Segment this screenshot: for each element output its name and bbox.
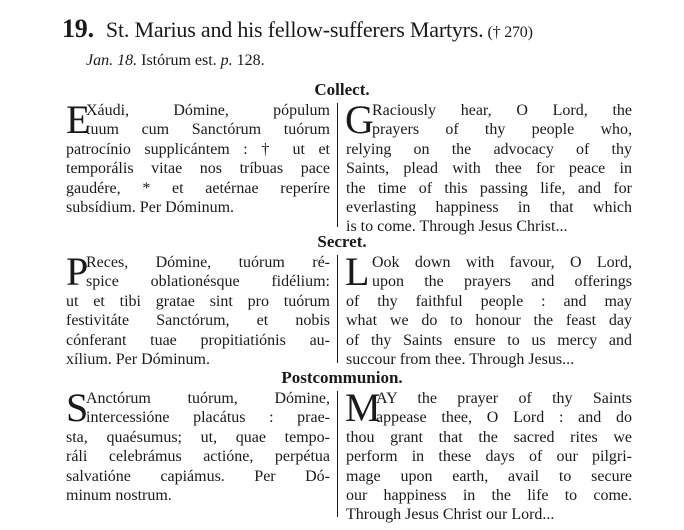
reference-date: Jan. 18. xyxy=(86,52,138,69)
text-line: patrocínio supplicántem : † ut et xyxy=(66,140,330,158)
text-line: cónferant tuae propitiatiónis au- xyxy=(66,331,330,349)
text-line: Through Jesus Christ our Lord... xyxy=(346,506,555,524)
mass-reference xyxy=(86,52,265,70)
text-line: salvatióne capiámus. Per Dó- xyxy=(66,467,330,485)
reference-page-label: p. xyxy=(220,52,233,69)
text-line: Anctórum tuórum, Dómine, xyxy=(86,390,330,407)
section-title-collect: Collect. xyxy=(314,80,370,99)
text-line: appease thee, O Lord : and do xyxy=(376,409,632,427)
text-line: upon the prayers and offerings xyxy=(372,273,632,291)
text-line: gaudére, * et aetérnae reperíre xyxy=(66,179,330,197)
text-line: temporális vitae nos tríbuas pace xyxy=(66,160,330,178)
column-divider xyxy=(337,103,338,227)
section-title-postcommunion: Postcommunion. xyxy=(281,368,403,387)
text-line: Reces, Dómine, tuórum ré- xyxy=(86,254,330,271)
text-line: thou grant that the sacred rites we xyxy=(346,428,632,446)
text-line: relying on the advocacy of thy xyxy=(346,140,632,158)
feast-number: 19. xyxy=(62,14,94,43)
drop-initial: L xyxy=(345,249,370,294)
text-line: AY the prayer of thy Saints xyxy=(376,390,632,407)
feast-title: St. Marius and his fellow-sufferers Martyrs. xyxy=(105,17,484,42)
text-line: sta, quaésumus; ut, quae tempo- xyxy=(66,428,330,446)
column-divider xyxy=(337,391,338,517)
text-line: is to come. Through Jesus Christ... xyxy=(346,218,568,236)
text-line: festivitáte Sanctórum, et nobis xyxy=(66,312,330,330)
feast-date: († 270) xyxy=(487,24,533,41)
text-line: tuum cum Sanctórum tuórum xyxy=(86,121,330,139)
text-line: ut et tibi gratae sint pro tuórum xyxy=(66,292,330,310)
text-line: spice oblationésque fidélium: xyxy=(86,273,330,291)
text-line: ráli celebrámus actióne, perpétua xyxy=(66,448,330,466)
text-line: mage upon earth, avail to secure xyxy=(346,467,632,485)
reference-text: Istórum est. xyxy=(141,52,217,69)
text-line: subsídium. Per Dóminum. xyxy=(66,198,235,216)
text-line: Raciously hear, O Lord, the xyxy=(372,102,632,119)
text-line: Saints, plead with thee for peace in xyxy=(346,160,632,178)
text-line: intercessióne placátus : prae- xyxy=(86,409,330,427)
text-line: Xáudi, Dómine, pópulum xyxy=(86,102,330,119)
reference-page-number: 128. xyxy=(236,52,265,69)
text-line: everlasting happiness in that which xyxy=(346,198,632,216)
text-line: what we do to honour the feast day xyxy=(346,312,632,330)
text-line: of thy Saints ensure to us mercy and xyxy=(346,331,632,349)
feast-heading xyxy=(62,14,533,44)
text-line: xílium. Per Dóminum. xyxy=(66,350,210,368)
text-line: succour from thee. Through Jesus... xyxy=(346,350,575,368)
text-line: Ook down with favour, O Lord, xyxy=(372,254,632,271)
drop-initial: P xyxy=(66,249,89,294)
drop-initial: S xyxy=(66,385,89,430)
drop-initial: M xyxy=(345,385,381,430)
text-line: the time of this passing life, and for xyxy=(346,179,632,197)
text-line: prayers of thy people who, xyxy=(372,121,632,139)
text-line: perform in these days of our pilgri- xyxy=(346,448,632,466)
text-line: our happiness in the life to come. xyxy=(346,486,632,504)
text-line: minum nostrum. xyxy=(66,486,172,504)
text-line: of thy faithful people : and may xyxy=(346,292,632,310)
drop-initial: E xyxy=(66,97,91,142)
column-divider xyxy=(337,255,338,363)
section-title-secret: Secret. xyxy=(317,232,367,251)
drop-initial: G xyxy=(345,97,374,142)
